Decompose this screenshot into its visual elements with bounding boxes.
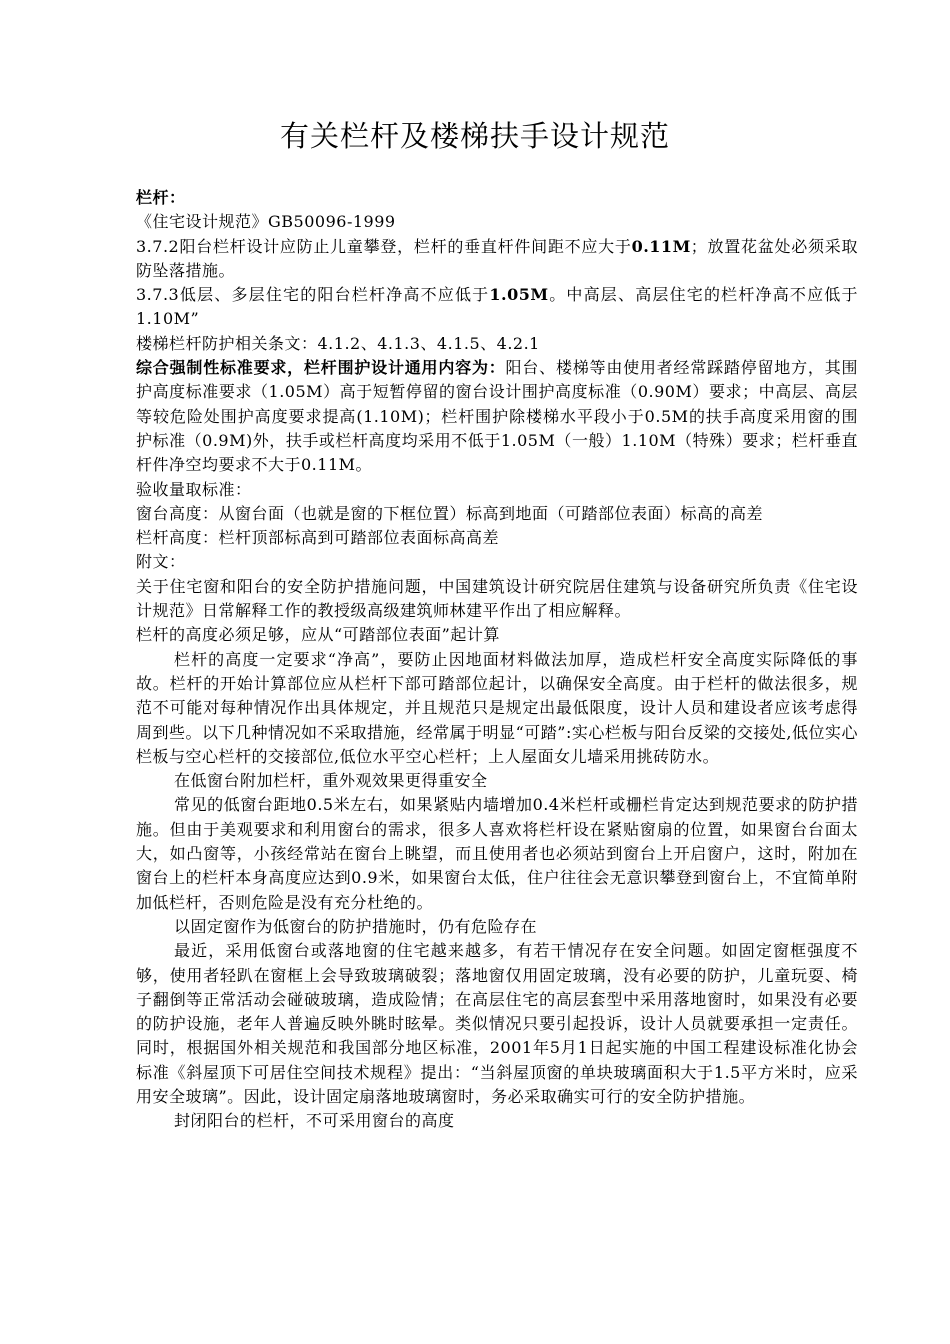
paragraph-fixed-window: 最近，采用低窗台或落地窗的住宅越来越多，有若干情况存在安全问题。如固定窗框强度不够，使用者轻趴在窗框上会导致玻璃破裂；落地窗仅用固定玻璃，没有必要的防护，儿童玩耍、椅子翻倒等正常活动会碰破玻璃，造成险情；在高层住宅的高层套型中采用落地窗时，如果没有必要的防护设施，老年人普遍反映外眺时眩晕。类似情况只要引起投诉，设计人员就要承担一定责任。同时，根据国外相关规范和我国部分地区标准，2001年5月1日起实施的中国工程建设标准化协会标准《斜屋顶下可居住空间技术规程》提出：“当斜屋顶窗的单块玻璃面积大于1.5平方米时，应采用安全玻璃”。因此，设计固定扇落地玻璃窗时，务必采取确实可行的安全防护措施。 (136, 941, 858, 1106)
clause-text: 3.7.3低层、多层住宅的阳台栏杆净高不应低于 (136, 285, 490, 305)
paragraph-low-sill: 常见的低窗台距地0.5米左右，如果紧贴内墙增加0.4米栏杆或栅栏肯定达到规范要求的防护措施。但由于美观要求和利用窗台的需求，很多人喜欢将栏杆设在紧贴窗扇的位置，如果窗台台面太大，如凸窗等，小孩经常站在窗台上眺望，而且使用者也必须站到窗台上开启窗户，这时，附加在窗台上的栏杆本身高度应达到0.9米，如果窗台太低，住户往往会无意识攀登到窗台上，不宜简单附加低栏杆，否则危险是没有充分杜绝的。 (136, 795, 858, 912)
general-requirements-text: 阳台、楼梯等由使用者经常踩踏停留地方，其围护高度标准要求（1.05M）高于短暂停留的窗台设计围护高度标准（0.90M）要求；中高层、高层等较危险处围护高度要求提高(1.10M)；栏杆围护除楼梯水平段小于0.5M的扶手高度采用窗的围护标准（0.9M)外，扶手或栏杆高度均采用不低于1.05M（一般）1.10M（特殊）要求；栏杆垂直杆件净空均要求不大于0.11M。 (136, 358, 858, 475)
page-title: 有关栏杆及楼梯扶手设计规范 (279, 119, 670, 153)
paragraph-clause-3-7-3 (136, 283, 858, 332)
paragraph-subheading-height: 栏杆的高度必须足够，应从“可踏部位表面”起计算 (136, 625, 500, 645)
paragraph-stair-clauses: 楼梯栏杆防护相关条文：4.1.2、4.1.3、4.1.5、4.2.1 (136, 333, 540, 353)
paragraph-subheading-low-sill: 在低窗台附加栏杆，重外观效果更得重安全 (174, 771, 488, 791)
general-requirements-heading: 综合强制性标准要求，栏杆围护设计通用内容为： (136, 358, 506, 378)
paragraph-subheading-enclosed-balcony: 封闭阳台的栏杆，不可采用窗台的高度 (174, 1111, 455, 1131)
section-heading: 栏杆： (136, 188, 186, 207)
clause-text: 。中高层、高层住宅的栏杆净高不应低于1.10M” (136, 285, 858, 329)
paragraph-sill-height: 窗台高度：从窗台面（也就是窗的下框位置）标高到地面（可踏部位表面）标高的高差 (136, 503, 764, 523)
paragraph-acceptance-heading: 验收量取标准： (136, 479, 252, 499)
paragraph-railing-height: 栏杆高度：栏杆顶部标高到可踏部位表面标高高差 (136, 528, 500, 548)
paragraph-general-requirements (136, 356, 858, 477)
document-body (136, 186, 858, 1134)
clause-text: ；放置花盆处必须采取防坠落措施。 (136, 236, 858, 280)
paragraph-appendix-intro: 关于住宅窗和阳台的安全防护措施问题，中国建筑设计研究院居住建筑与设备研究所负责《住宅设计规范》日常解释工作的教授级高级建筑师林建平作出了相应解释。 (136, 576, 858, 621)
paragraph-standard-name: 《住宅设计规范》GB50096-1999 (136, 212, 396, 232)
paragraph-appendix-heading: 附文： (136, 552, 186, 572)
paragraph-subheading-fixed-window: 以固定窗作为低窗台的防护措施时，仍有危险存在 (174, 916, 538, 936)
paragraph-net-height: 栏杆的高度一定要求“净高”，要防止因地面材料做法加厚，造成栏杆安全高度实际降低的事故。栏杆的开始计算部位应从栏杆下部可踏部位起计，以确保安全高度。由于栏杆的做法很多，规范不可能对每种情况作出具体规定，并且规范只是规定出最低限度，设计人员和建设者应该考虑得周到些。以下几种情况如不采取措施，经常属于明显“可踏”:实心栏板与阳台反梁的交接处,低位实心栏板与空心栏杆的交接部位,低位水平空心栏杆；上人屋面女儿墙采用挑砖防水。 (136, 649, 858, 766)
clause-value-bold: 1.05M (489, 285, 549, 305)
clause-text: 3.7.2阳台栏杆设计应防止儿童攀登，栏杆的垂直杆件间距不应大于 (136, 236, 632, 256)
paragraph-clause-3-7-2 (136, 235, 858, 284)
clause-value-bold: 0.11M (631, 236, 691, 256)
